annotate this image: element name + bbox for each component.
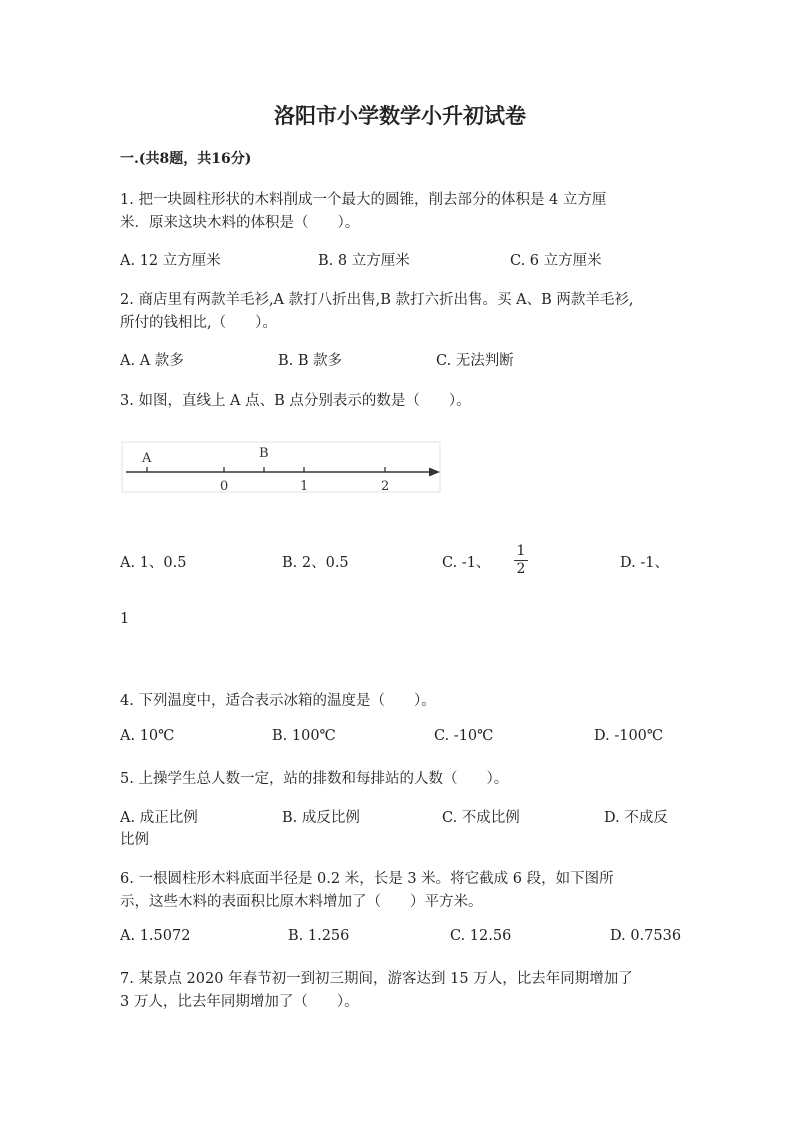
page-title: 洛阳市小学数学小升初试卷	[274, 103, 526, 128]
q6-option-d[interactable]: D. 0.7536	[610, 928, 682, 944]
q2-option-b[interactable]: B. B 款多	[278, 353, 343, 369]
number-line-figure	[120, 440, 445, 496]
question-1-line-1: 1. 把一块圆柱形状的木料削成一个最大的圆锥，削去部分的体积是 4 立方厘	[120, 192, 607, 208]
q4-option-a[interactable]: A. 10℃	[120, 728, 175, 744]
fraction-denominator: 2	[516, 561, 526, 577]
q1-option-c[interactable]: C. 6 立方厘米	[510, 253, 602, 269]
question-7-line-2: 3 万人，比去年同期增加了（ ）。	[120, 994, 359, 1010]
q2-option-a[interactable]: A. A 款多	[120, 353, 184, 369]
question-2-line-1: 2. 商店里有两款羊毛衫,A 款打八折出售,B 款打六折出售。买 A、B 两款羊毛衫,	[120, 292, 634, 308]
q5-option-d-continued: 比例	[120, 832, 149, 848]
label-0: 0	[220, 479, 229, 494]
q4-option-b[interactable]: B. 100℃	[272, 728, 336, 744]
figure-frame	[122, 442, 440, 492]
question-3-text: 3. 如图，直线上 A 点、B 点分别表示的数是（ ）。	[120, 393, 471, 409]
question-5-text: 5. 上操学生总人数一定，站的排数和每排站的人数（ ）。	[120, 771, 509, 787]
q4-option-d[interactable]: D. -100℃	[594, 728, 664, 744]
question-1-line-2: 米．原来这块木料的体积是（ ）。	[120, 215, 360, 231]
q3-option-a[interactable]: A. 1、0.5	[120, 555, 187, 571]
label-2: 2	[381, 479, 390, 494]
question-2-line-2: 所付的钱相比,（ ）。	[120, 315, 277, 331]
q3-option-b[interactable]: B. 2、0.5	[282, 555, 349, 571]
q3-option-d-continued: 1	[120, 611, 130, 627]
question-7-line-1: 7. 某景点 2020 年春节初一到初三期间，游客达到 15 万人，比去年同期增加了	[120, 971, 633, 987]
q5-option-d[interactable]: D. 不成反	[604, 810, 668, 826]
question-6-line-2: 示，这些木料的表面积比原木料增加了（ ）平方米。	[120, 894, 483, 910]
q1-option-a[interactable]: A. 12 立方厘米	[120, 253, 221, 269]
q6-option-a[interactable]: A. 1.5072	[120, 928, 191, 944]
question-6-line-1: 6. 一根圆柱形木料底面半径是 0.2 米，长是 3 米。将它截成 6 段，如下图所	[120, 871, 614, 887]
q3-option-c[interactable]: C. -1、	[442, 555, 491, 571]
q5-option-c[interactable]: C. 不成比例	[442, 810, 520, 826]
label-1: 1	[300, 479, 309, 494]
q1-option-b[interactable]: B. 8 立方厘米	[318, 253, 410, 269]
q3-option-d[interactable]: D. -1、	[620, 555, 669, 571]
q5-option-a[interactable]: A. 成正比例	[120, 810, 198, 826]
section-heading: 一.(共8题，共16分)	[120, 151, 252, 167]
label-b: B	[259, 446, 269, 461]
question-4-text: 4. 下列温度中，适合表示冰箱的温度是（ ）。	[120, 693, 436, 709]
q2-option-c[interactable]: C. 无法判断	[436, 353, 514, 369]
label-a: A	[142, 451, 152, 466]
fraction-one-half	[514, 544, 528, 577]
q5-option-b[interactable]: B. 成反比例	[282, 810, 360, 826]
number-line-arrow	[429, 468, 440, 477]
fraction-numerator: 1	[516, 543, 526, 559]
q6-option-c[interactable]: C. 12.56	[450, 928, 512, 944]
q4-option-c[interactable]: C. -10℃	[434, 728, 494, 744]
q6-option-b[interactable]: B. 1.256	[288, 928, 350, 944]
